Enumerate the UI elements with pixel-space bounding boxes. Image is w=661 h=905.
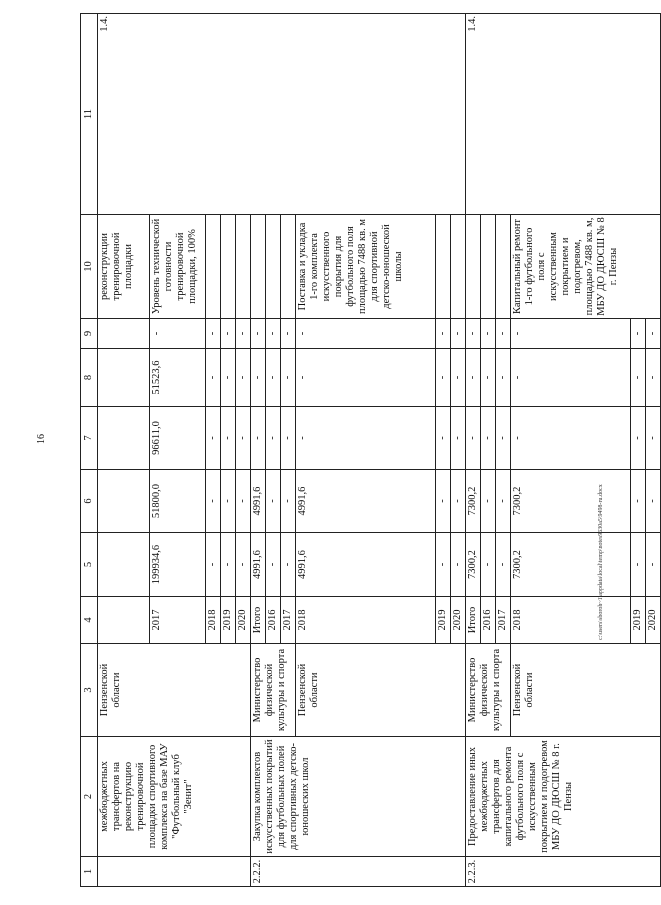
value-cell: - <box>221 470 236 533</box>
year-cell: 2019 <box>221 597 236 644</box>
value-cell: - <box>251 319 266 349</box>
value-cell: - <box>206 533 221 597</box>
table-row <box>98 14 150 887</box>
result-text: реконструкции тренировочной площадки <box>98 215 150 319</box>
value-cell: - <box>481 319 496 349</box>
value-cell: - <box>631 407 646 470</box>
value-cell: - <box>466 407 481 470</box>
value-cell: - <box>646 407 661 470</box>
value-cell: - <box>251 349 266 407</box>
col-header: 7 <box>81 407 98 470</box>
value-cell: - <box>221 349 236 407</box>
year-cell: 2016 <box>266 597 281 644</box>
executor: Министерство физической культуры и спорта <box>251 644 296 737</box>
executor: Пензенской области <box>98 644 251 737</box>
value-cell: - <box>266 319 281 349</box>
year-cell: 2017 <box>150 597 206 644</box>
value-cell: - <box>481 349 496 407</box>
col-header: 3 <box>81 644 98 737</box>
result-text: Капитальный ремонт 1-го футбольного поля с искусственным покрытием и подогревом, площадью 7488 кв. м, МБУ ДО ДЮСШ № 8 г. Пензы <box>511 215 661 319</box>
value-cell: - <box>206 407 221 470</box>
value-cell: - <box>296 407 436 470</box>
value-cell: - <box>221 319 236 349</box>
value-cell: - <box>436 319 451 349</box>
item-number: 2.2.3. <box>466 857 661 887</box>
value-cell: 4991,6 <box>296 533 436 597</box>
value-cell: 51800,0 <box>150 470 206 533</box>
year-cell: 2017 <box>496 597 511 644</box>
value-cell: - <box>436 407 451 470</box>
item-name: межбюджетных трансфертов на реконструкцию тренировочной площадки спортивного комплекса на базе МАУ "Футбольный клуб "Зенит" <box>98 737 251 857</box>
year-cell: 2019 <box>436 597 451 644</box>
value-cell: - <box>221 407 236 470</box>
value-cell: - <box>496 533 511 597</box>
value-cell: - <box>631 349 646 407</box>
value-cell: - <box>236 470 251 533</box>
value-cell: 51523,6 <box>150 349 206 407</box>
value-cell: - <box>266 470 281 533</box>
col-header: 6 <box>81 470 98 533</box>
value-cell: 7300,2 <box>511 470 631 533</box>
value-cell: 7300,2 <box>466 470 481 533</box>
col-header: 1 <box>81 857 98 887</box>
value-cell: - <box>436 349 451 407</box>
col-header: 8 <box>81 349 98 407</box>
year-cell: Итого <box>466 597 481 644</box>
value-cell: - <box>451 319 466 349</box>
year-cell: 2019 <box>631 597 646 644</box>
value-cell: - <box>646 533 661 597</box>
value-cell: - <box>481 533 496 597</box>
col-header: 9 <box>81 319 98 349</box>
value-cell: - <box>251 407 266 470</box>
executor: Пензенской области <box>511 644 661 737</box>
year-cell: 2020 <box>451 597 466 644</box>
file-path-footer: c:\users\sboroh~1\appdata\local\temp\notes9630a5\9498-ru.docx <box>598 484 604 640</box>
item-name: Закупка комплектов искусственных покрытий для футбольных полей для спортивных детско-юношеских школ <box>251 737 466 857</box>
col-header: 5 <box>81 533 98 597</box>
year-cell: 2020 <box>236 597 251 644</box>
year-cell: 2018 <box>296 597 436 644</box>
value-cell: - <box>281 407 296 470</box>
value-cell: - <box>221 533 236 597</box>
value-cell: - <box>511 349 631 407</box>
value-cell: - <box>206 349 221 407</box>
value-cell: 7300,2 <box>466 533 481 597</box>
year-cell: 2018 <box>511 597 631 644</box>
year-cell: 2020 <box>646 597 661 644</box>
value-cell: - <box>631 470 646 533</box>
result-text: Поставка и укладка 1-го комплекта искусственного покрытия для футбольного поля площадью 7488 кв. м для спортивной детско-юношеской школы <box>296 215 436 319</box>
value-cell: - <box>236 319 251 349</box>
value-cell: - <box>266 349 281 407</box>
value-cell: 4991,6 <box>251 533 266 597</box>
indicator-ref: 1.4. <box>98 14 466 215</box>
value-cell: 199934,6 <box>150 533 206 597</box>
value-cell: - <box>296 319 436 349</box>
executor: Пензенской области <box>296 644 466 737</box>
value-cell: - <box>451 533 466 597</box>
program-table <box>80 13 661 887</box>
col-header: 10 <box>81 215 98 319</box>
value-cell: - <box>436 533 451 597</box>
header-row <box>81 14 98 887</box>
value-cell: - <box>281 470 296 533</box>
value-cell: - <box>496 407 511 470</box>
value-cell: - <box>266 407 281 470</box>
col-header: 4 <box>81 597 98 644</box>
value-cell: - <box>236 533 251 597</box>
value-cell: - <box>496 319 511 349</box>
col-header: 11 <box>81 14 98 215</box>
value-cell: - <box>481 470 496 533</box>
value-cell: - <box>631 533 646 597</box>
result-text: Уровень технической готовности тренировочной площадки, 100% <box>150 215 206 319</box>
value-cell: - <box>511 407 631 470</box>
value-cell: - <box>511 319 631 349</box>
year-cell: Итого <box>251 597 266 644</box>
value-cell: - <box>236 349 251 407</box>
table-row <box>466 14 481 887</box>
value-cell: - <box>631 319 646 349</box>
executor: Министерство физической культуры и спорта <box>466 644 511 737</box>
value-cell: - <box>296 349 436 407</box>
value-cell: - <box>281 349 296 407</box>
value-cell: - <box>451 470 466 533</box>
value-cell: - <box>150 319 206 349</box>
value-cell: - <box>466 349 481 407</box>
value-cell: - <box>496 470 511 533</box>
value-cell: - <box>466 319 481 349</box>
value-cell: - <box>646 349 661 407</box>
value-cell: 4991,6 <box>296 470 436 533</box>
value-cell: 7300,2 <box>511 533 631 597</box>
indicator-ref: 1.4. <box>466 14 661 215</box>
value-cell: - <box>266 533 281 597</box>
value-cell: - <box>236 407 251 470</box>
value-cell: - <box>206 319 221 349</box>
item-number: 2.2.2. <box>251 857 466 887</box>
value-cell: - <box>281 533 296 597</box>
value-cell: 4991,6 <box>251 470 266 533</box>
item-number <box>98 857 251 887</box>
value-cell: 96611,0 <box>150 407 206 470</box>
value-cell: - <box>206 470 221 533</box>
value-cell: - <box>451 349 466 407</box>
value-cell: - <box>481 407 496 470</box>
year-cell: 2018 <box>206 597 221 644</box>
value-cell: - <box>496 349 511 407</box>
value-cell: - <box>646 470 661 533</box>
value-cell: - <box>646 319 661 349</box>
year-cell: 2017 <box>281 597 296 644</box>
col-header: 2 <box>81 737 98 857</box>
value-cell: - <box>281 319 296 349</box>
year-cell: 2016 <box>481 597 496 644</box>
item-name: Предоставление иных межбюджетных трансфертов для капитального ремонта футбольного поля с искусственным покрытием и подогревом МБУ ДО ДЮСШ № 8 г. Пензы <box>466 737 661 857</box>
value-cell: - <box>436 470 451 533</box>
page-number: 16 <box>36 434 47 444</box>
value-cell: - <box>451 407 466 470</box>
